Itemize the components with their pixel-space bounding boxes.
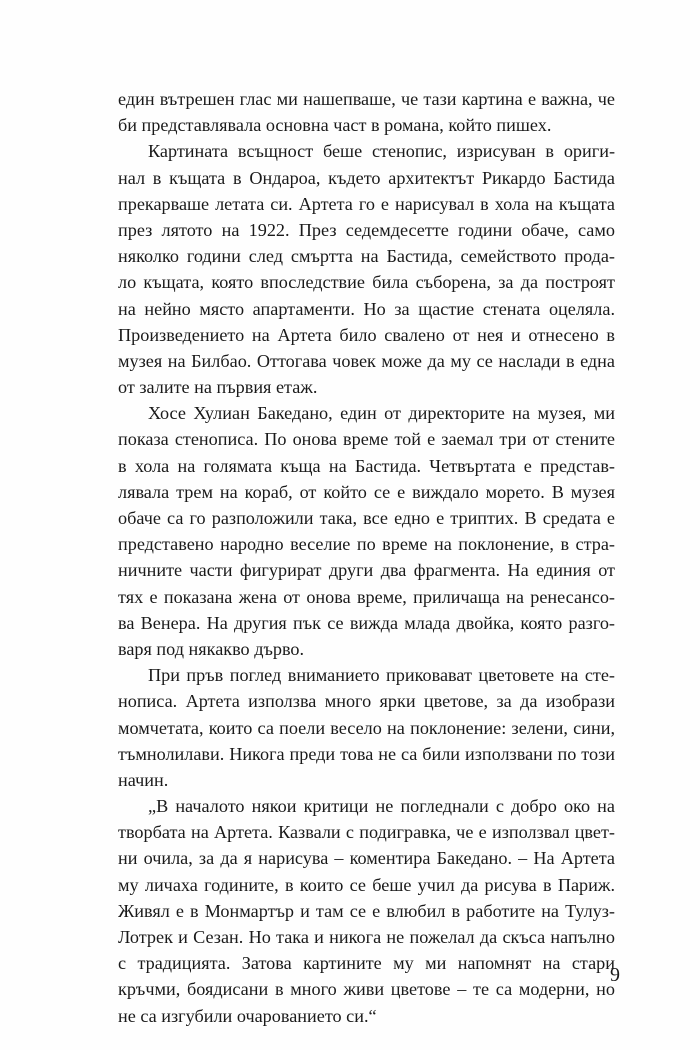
text-line: обаче са го разположили така, все едно е триптих. В средата е [118,508,615,528]
text-line: нал в къщата в Ондароа, където архитектът Рикардо Бастида [118,167,615,188]
text-line: кръчми, боядисани в много живи цветове – те са модерни, но [118,979,615,1000]
text-line: от залите на първия етаж. [118,377,318,398]
text-line: Произведението на Артета било свалено от нея и отнесено в [118,324,615,345]
text-line: творбата на Артета. Казвали с подигравка, че е използвал цвет- [118,822,615,843]
text-line: варя под някакво дърво. [118,638,305,659]
text-line: „В началото някои критици не погледнали с добро око на [148,796,615,817]
text-line: би представлявала основна част в романа, който пишех. [118,115,552,136]
text-line: показа стенописа. По онова време той е заемал три от стените [118,429,615,450]
text-line: ни очила, за да я нарисува – коментира Бакедано. – На Артета [118,848,615,869]
text-line: с традицията. Затова картините му ми напомнят на стари [118,953,615,974]
page-number: 9 [610,964,620,986]
text-line: начин. [118,769,169,790]
text-line: Живял е в Монмартър и там се е влюбил в работите на Тулуз- [118,900,615,921]
text-line: ло къщата, която впоследствие била съборена, за да построят [118,272,615,293]
text-line: нописа. Артета използва много ярки цветове, за да изобрази [118,691,615,712]
text-line: няколко години след смъртта на Бастида, семейството прода- [118,246,615,267]
text-line: Хосе Хулиан Бакедано, един от директорите на музея, ми [148,403,615,424]
text-line: в хола на голямата къща на Бастида. Четвъртата е представ- [118,455,615,476]
text-line: Лотрек и Сезан. Но така и никога не пожелал да скъса напълно [118,927,615,947]
text-line: тъмнолилави. Никога преди това не са били използвани по този [118,743,615,764]
text-line: При пръв поглед вниманието приковават цветовете на сте- [148,665,615,686]
text-line: един вътрешен глас ми нашепваше, че тази картина е важна, че [118,89,615,109]
text-line: му личаха годините, в които се беше учил да рисува в Париж. [118,874,615,895]
text-line: момчетата, които са поели весело на поклонение: зелени, сини, [118,717,615,738]
text-line: ва Венера. На другия пък се вижда млада двойка, която разго- [118,612,615,633]
text-line: не са изгубили очарованието си.“ [118,1005,377,1026]
text-line: тях е показана жена от онова време, приличаща на ренесансо- [118,586,615,607]
body-text [118,86,615,1029]
text-line: Картината всъщност беше стенопис, изрисуван в ориги- [148,141,615,162]
text-line: лявала трем на кораб, от който се е виждало морето. В музея [118,481,615,502]
text-line: прекарваше летата си. Артета го е нарисувал в хола на къщата [118,193,615,214]
text-line: музея на Билбао. Оттогава човек може да му се наслади в една [118,350,615,371]
text-line: ничните части фигурират други два фрагмента. На единия от [118,560,615,581]
text-line: представено народно веселие по време на поклонение, в стра- [118,534,615,555]
text-line: на нейно място апартаменти. Но за щастие стената оцеляла. [118,298,615,319]
text-line: през лятото на 1922. През седемдесетте години обаче, само [118,219,615,240]
